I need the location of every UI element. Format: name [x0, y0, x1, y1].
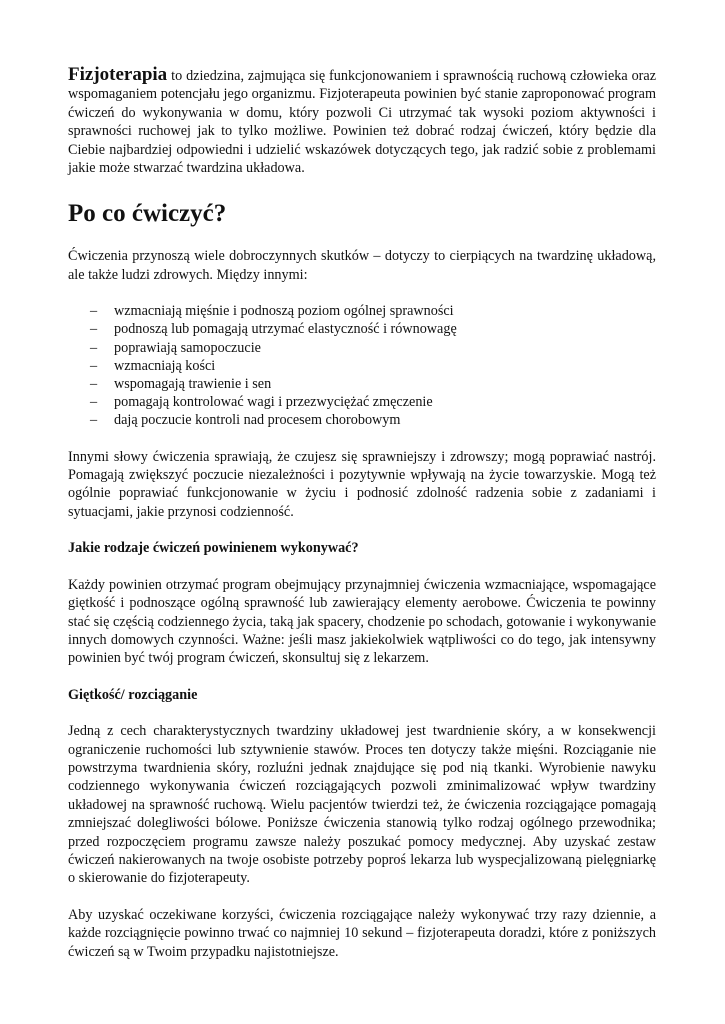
bullet-dash: – [90, 412, 98, 429]
heading-why-exercise: Po co ćwiczyć? [68, 200, 227, 228]
bullet-dash: – [90, 321, 98, 338]
intro-text: to dziedzina, zajmująca się funkcjonowaniem i sprawnością ruchową człowieka oraz wspomaganiem potencjału jego organizmu. Fizjoterapeuta powinien być stanie zaproponować program ćwiczeń do wykonywania w domu, który pozwoli Ci utrzymać tak wysoki poziom aktywności i sprawności ruchowej jak to tylko możliwe. Powinien też dobrać rodzaj ćwiczeń, który będzie dla Ciebie najbardziej odpowiedni i udzielić wskazówek dotyczących tego, jak radzić sobie z problemami jakie może stwarzać twardzina układowa. [68, 68, 656, 177]
list-item: – poprawiają samopoczucie [90, 339, 261, 356]
bullet-dash: – [90, 394, 98, 411]
kinds-paragraph: Każdy powinien otrzymać program obejmujący przynajmniej ćwiczenia wzmacniające, wspomagające giętkość i podnoszące ogólną sprawność lub zawierający elementy aerobowe. Ćwiczenia te powinny stać się częścią codziennego życia, taką jak spacery, chodzenie po schodach, gotowanie i wykonywanie innych domowych czynności. Ważne: jeśli masz jakiekolwiek wątpliwości co do tego, jak intensywny powinien być twój program ćwiczeń, skonsultuj się z lekarzem. [68, 576, 656, 667]
list-item: – wspomagają trawienie i sen [90, 376, 272, 393]
intro-term: Fizjoterapia [68, 64, 168, 85]
intro-paragraph [68, 66, 656, 177]
benefits-list [68, 302, 656, 429]
flexibility-paragraph-2: Aby uzyskać oczekiwane korzyści, ćwiczenia rozciągające należy wykonywać trzy razy dziennie, a każde rozciągnięcie powinno trwać co najmniej 10 sekund – fizjoterapeuta doradzi, które z poniższych ćwiczeń są w Twoim przypadku najistotniejsze. [68, 906, 656, 960]
why-summary-paragraph: Innymi słowy ćwiczenia sprawiają, że czujesz się sprawniejszy i zdrowszy; mogą poprawiać nastrój. Pomagają zwiększyć poczucie niezależności i pozytywnie wpływają na życie towarzyskie. Mogą też ogólnie poprawiać funkcjonowanie w życiu i podnosić zdolność radzenia sobie z zadaniami i sytuacjami, jakie przynosi codzienność. [68, 448, 656, 520]
list-item: – wzmacniają mięśnie i podnoszą poziom ogólnej sprawności [90, 303, 454, 320]
why-lead-paragraph: Ćwiczenia przynoszą wiele dobroczynnych skutków – dotyczy to cierpiących na twardzinę układową, ale także ludzi zdrowych. Między innymi: [68, 248, 656, 283]
bullet-dash: – [90, 376, 98, 393]
heading-flexibility: Giętkość/ rozciąganie [68, 686, 198, 703]
list-item: – dają poczucie kontroli nad procesem chorobowym [90, 412, 401, 429]
heading-exercise-kinds: Jakie rodzaje ćwiczeń powinienem wykonywać? [68, 540, 359, 557]
flexibility-paragraph-1: Jedną z cech charakterystycznych twardziny układowej jest twardnienie skóry, a w konsekwencji ograniczenie ruchomości lub sztywnienie stawów. Proces ten dotyczy także mięśni. Rozciąganie nie powstrzyma twardnienia skóry, rozluźni jednak znajdujące się pod nią tkanki. Wyrobienie nawyku codziennego wykonywania ćwiczeń rozciągających pozwoli zminimalizować wpływ twardziny układowej na sprawność ruchową. Wielu pacjentów twierdzi też, że ćwiczenia rozciągające pomagają zmniejszać dolegliwości bólowe. Poniższe ćwiczenia stanowią tylko rodzaj ogólnego przewodnika; przed rozpoczęciem programu zawsze należy poszukać pomocy medycznej. Aby uzyskać zestaw ćwiczeń nakierowanych na twoje osobiste potrzeby poproś lekarza lub wyspecjalizowaną pielęgniarkę o skierowanie do fizjoterapeuty. [68, 723, 656, 887]
bullet-dash: – [90, 303, 98, 320]
list-item: – podnoszą lub pomagają utrzymać elastyczność i równowagę [90, 321, 457, 338]
document-page [68, 66, 656, 961]
bullet-dash: – [90, 357, 98, 374]
list-item: – wzmacniają kości [90, 357, 216, 374]
list-item: – pomagają kontrolować wagi i przezwyciężać zmęczenie [90, 394, 433, 411]
bullet-dash: – [90, 339, 98, 356]
